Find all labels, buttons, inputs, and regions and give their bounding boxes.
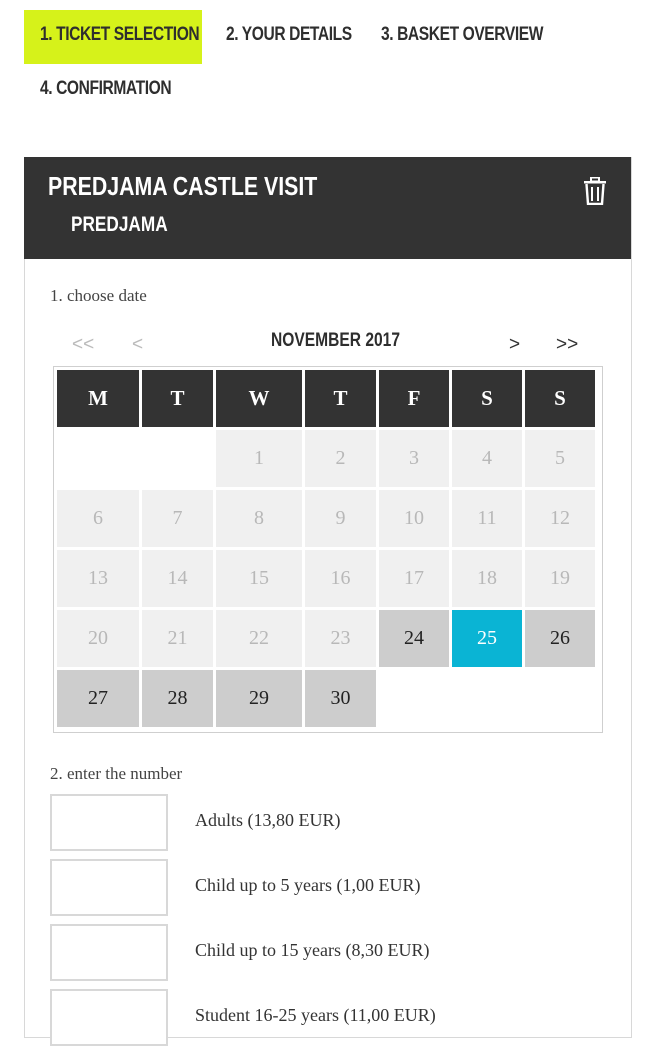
- calendar-day[interactable]: 28: [142, 670, 213, 727]
- calendar-day[interactable]: 30: [305, 670, 376, 727]
- weekday-header: S: [525, 370, 595, 427]
- calendar-day: 23: [305, 610, 376, 667]
- ticket-row-adults: [50, 794, 610, 850]
- calendar-week-row: [57, 550, 598, 607]
- calendar-day: 8: [216, 490, 302, 547]
- next-year-button[interactable]: >>: [556, 334, 579, 355]
- calendar-day: 19: [525, 550, 595, 607]
- calendar-day: 22: [216, 610, 302, 667]
- calendar-day: 21: [142, 610, 213, 667]
- adults-quantity-input[interactable]: [50, 794, 168, 851]
- calendar-day: 10: [379, 490, 449, 547]
- calendar-week-row: [57, 490, 598, 547]
- calendar-day: 1: [216, 430, 302, 487]
- calendar-month-title: NOVEMBER 2017: [271, 330, 401, 351]
- calendar-empty-cell: [142, 430, 213, 487]
- calendar-week-row: [57, 670, 598, 727]
- ticket-row-student: [50, 989, 610, 1045]
- calendar-day: 16: [305, 550, 376, 607]
- calendar-day[interactable]: 24: [379, 610, 449, 667]
- calendar-week-row: [57, 430, 598, 487]
- ticket-label-child-5: Child up to 5 years (1,00 EUR): [195, 875, 421, 895]
- trash-icon[interactable]: [583, 177, 607, 205]
- calendar-day: 2: [305, 430, 376, 487]
- calendar-day: 12: [525, 490, 595, 547]
- calendar-grid: [57, 370, 598, 730]
- ticket-label-child-15: Child up to 15 years (8,30 EUR): [195, 940, 430, 960]
- calendar-empty-cell: [452, 670, 522, 727]
- calendar-day[interactable]: 27: [57, 670, 139, 727]
- calendar-day: 20: [57, 610, 139, 667]
- ticket-row-child-5: [50, 859, 610, 915]
- calendar-day: 9: [305, 490, 376, 547]
- student-quantity-input[interactable]: [50, 989, 168, 1046]
- choose-date-label: 1. choose date: [50, 286, 147, 305]
- weekday-header: T: [305, 370, 376, 427]
- step-navigation: [0, 0, 655, 120]
- calendar-day: 17: [379, 550, 449, 607]
- ticket-label-adults: Adults (13,80 EUR): [195, 810, 341, 830]
- card-subtitle: PREDJAMA: [71, 213, 168, 236]
- weekday-header: S: [452, 370, 522, 427]
- step-ticket-selection[interactable]: 1. TICKET SELECTION: [40, 24, 200, 45]
- calendar-day: 15: [216, 550, 302, 607]
- prev-year-button[interactable]: <<: [72, 334, 95, 355]
- calendar-day[interactable]: 26: [525, 610, 595, 667]
- step-basket-overview[interactable]: 3. BASKET OVERVIEW: [381, 24, 544, 45]
- calendar-day: 18: [452, 550, 522, 607]
- enter-number-label: 2. enter the number: [50, 764, 183, 783]
- card-title: PREDJAMA CASTLE VISIT: [48, 171, 318, 201]
- step-your-details[interactable]: 2. YOUR DETAILS: [226, 24, 352, 45]
- calendar-day: 14: [142, 550, 213, 607]
- child-15-quantity-input[interactable]: [50, 924, 168, 981]
- ticket-row-child-15: [50, 924, 610, 980]
- card-header: [24, 157, 631, 259]
- calendar-weeks: [57, 430, 598, 727]
- child-5-quantity-input[interactable]: [50, 859, 168, 916]
- step-confirmation[interactable]: 4. CONFIRMATION: [40, 78, 172, 99]
- weekday-header: W: [216, 370, 302, 427]
- calendar-day: 13: [57, 550, 139, 607]
- weekday-header: T: [142, 370, 213, 427]
- calendar-empty-cell: [379, 670, 449, 727]
- prev-month-button[interactable]: <: [132, 334, 144, 355]
- weekday-header-row: [57, 370, 598, 427]
- calendar-empty-cell: [57, 430, 139, 487]
- calendar-day: 11: [452, 490, 522, 547]
- weekday-header: F: [379, 370, 449, 427]
- calendar-week-row: [57, 610, 598, 667]
- calendar-day-selected[interactable]: 25: [452, 610, 522, 667]
- calendar-day: 4: [452, 430, 522, 487]
- weekday-header: M: [57, 370, 139, 427]
- calendar-day: 3: [379, 430, 449, 487]
- calendar-day: 7: [142, 490, 213, 547]
- calendar-day[interactable]: 29: [216, 670, 302, 727]
- calendar-day: 6: [57, 490, 139, 547]
- next-month-button[interactable]: >: [509, 334, 521, 355]
- calendar-day: 5: [525, 430, 595, 487]
- ticket-label-student: Student 16-25 years (11,00 EUR): [195, 1005, 436, 1025]
- calendar-empty-cell: [525, 670, 595, 727]
